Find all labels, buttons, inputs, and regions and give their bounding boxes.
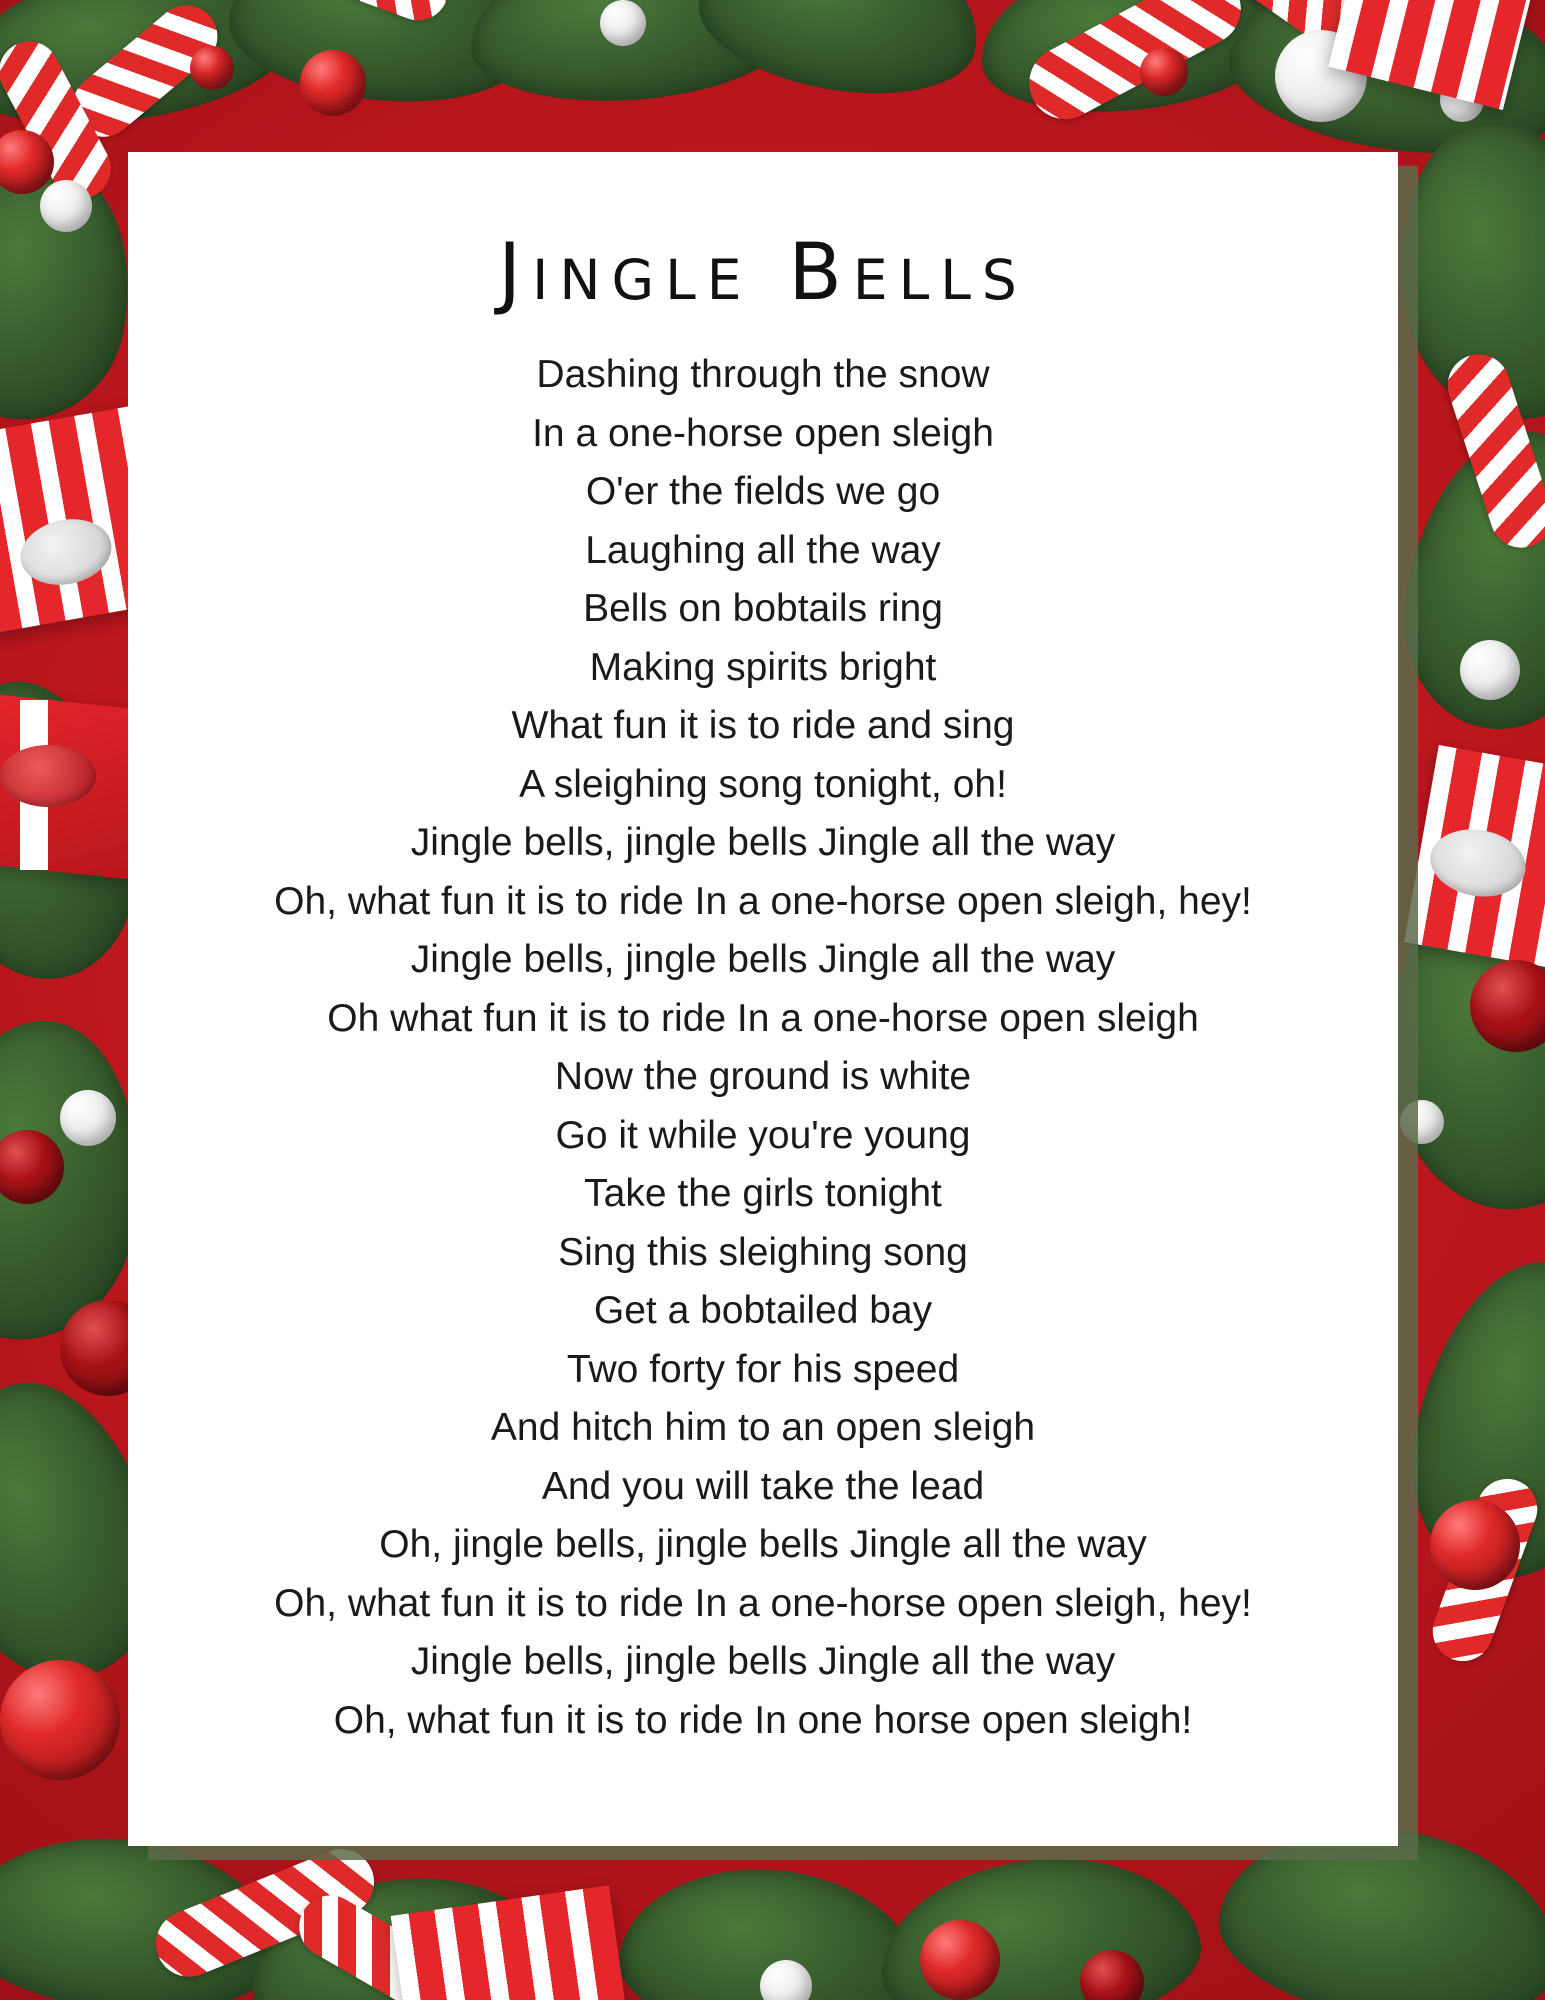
christmas-bauble — [600, 0, 646, 46]
lyric-line: And you will take the lead — [541, 1464, 985, 1508]
lyric-line: What fun it is to ride and sing — [511, 704, 1015, 747]
lyrics-block — [176, 346, 1350, 1750]
lyric-line: Oh, jingle bells, jingle bells Jingle all the way — [379, 1523, 1147, 1566]
lyric-line: Bells on bobtails ring — [583, 587, 943, 630]
lyric-line: In a one-horse open sleigh — [532, 411, 994, 455]
lyric-line: Sing this sleighing song — [558, 1230, 968, 1274]
lyric-line: A sleighing song tonight, oh! — [519, 762, 1007, 806]
lyric-line: Jingle bells, jingle bells Jingle all the way — [410, 821, 1116, 864]
christmas-bauble — [1430, 1500, 1520, 1590]
lyric-line: Two forty for his speed — [566, 1347, 960, 1391]
lyric-line: Jingle bells, jingle bells Jingle all the way — [410, 1640, 1116, 1683]
lyric-line: Take the girls tonight — [584, 1172, 942, 1215]
christmas-bauble — [40, 180, 92, 232]
christmas-bauble — [300, 50, 366, 116]
gift-bow — [0, 745, 96, 807]
christmas-bauble — [920, 1920, 1000, 2000]
lyric-line: Making spirits bright — [589, 645, 937, 689]
lyric-line: Go it while you're young — [555, 1113, 971, 1157]
lyric-line: Oh, what fun it is to ride In a one-horse open sleigh, hey! — [274, 879, 1252, 923]
pine-branch — [872, 1844, 1208, 2000]
lyric-line: Laughing all the way — [585, 528, 941, 572]
christmas-bauble — [1460, 640, 1520, 700]
lyric-line: O'er the fields we go — [585, 470, 941, 513]
christmas-bauble — [0, 1660, 120, 1780]
christmas-bauble — [1140, 48, 1188, 96]
lyric-line: Dashing through the snow — [536, 353, 990, 396]
lyric-line: Jingle bells, jingle bells Jingle all the way — [410, 938, 1116, 981]
lyric-line: Get a bobtailed bay — [593, 1289, 933, 1332]
christmas-bauble — [60, 1090, 116, 1146]
page-title: Jingle Bells — [498, 228, 1028, 318]
lyric-line: Now the ground is white — [554, 1055, 972, 1098]
lyrics-card — [128, 152, 1398, 1846]
lyric-line: Oh, what fun it is to ride In one horse open sleigh! — [333, 1698, 1193, 1742]
lyric-line: Oh, what fun it is to ride In a one-horse open sleigh, hey! — [274, 1581, 1252, 1625]
lyric-line: Oh what fun it is to ride In a one-horse open sleigh — [327, 996, 1199, 1040]
christmas-bauble — [190, 46, 234, 90]
lyric-line: And hitch him to an open sleigh — [490, 1406, 1036, 1449]
